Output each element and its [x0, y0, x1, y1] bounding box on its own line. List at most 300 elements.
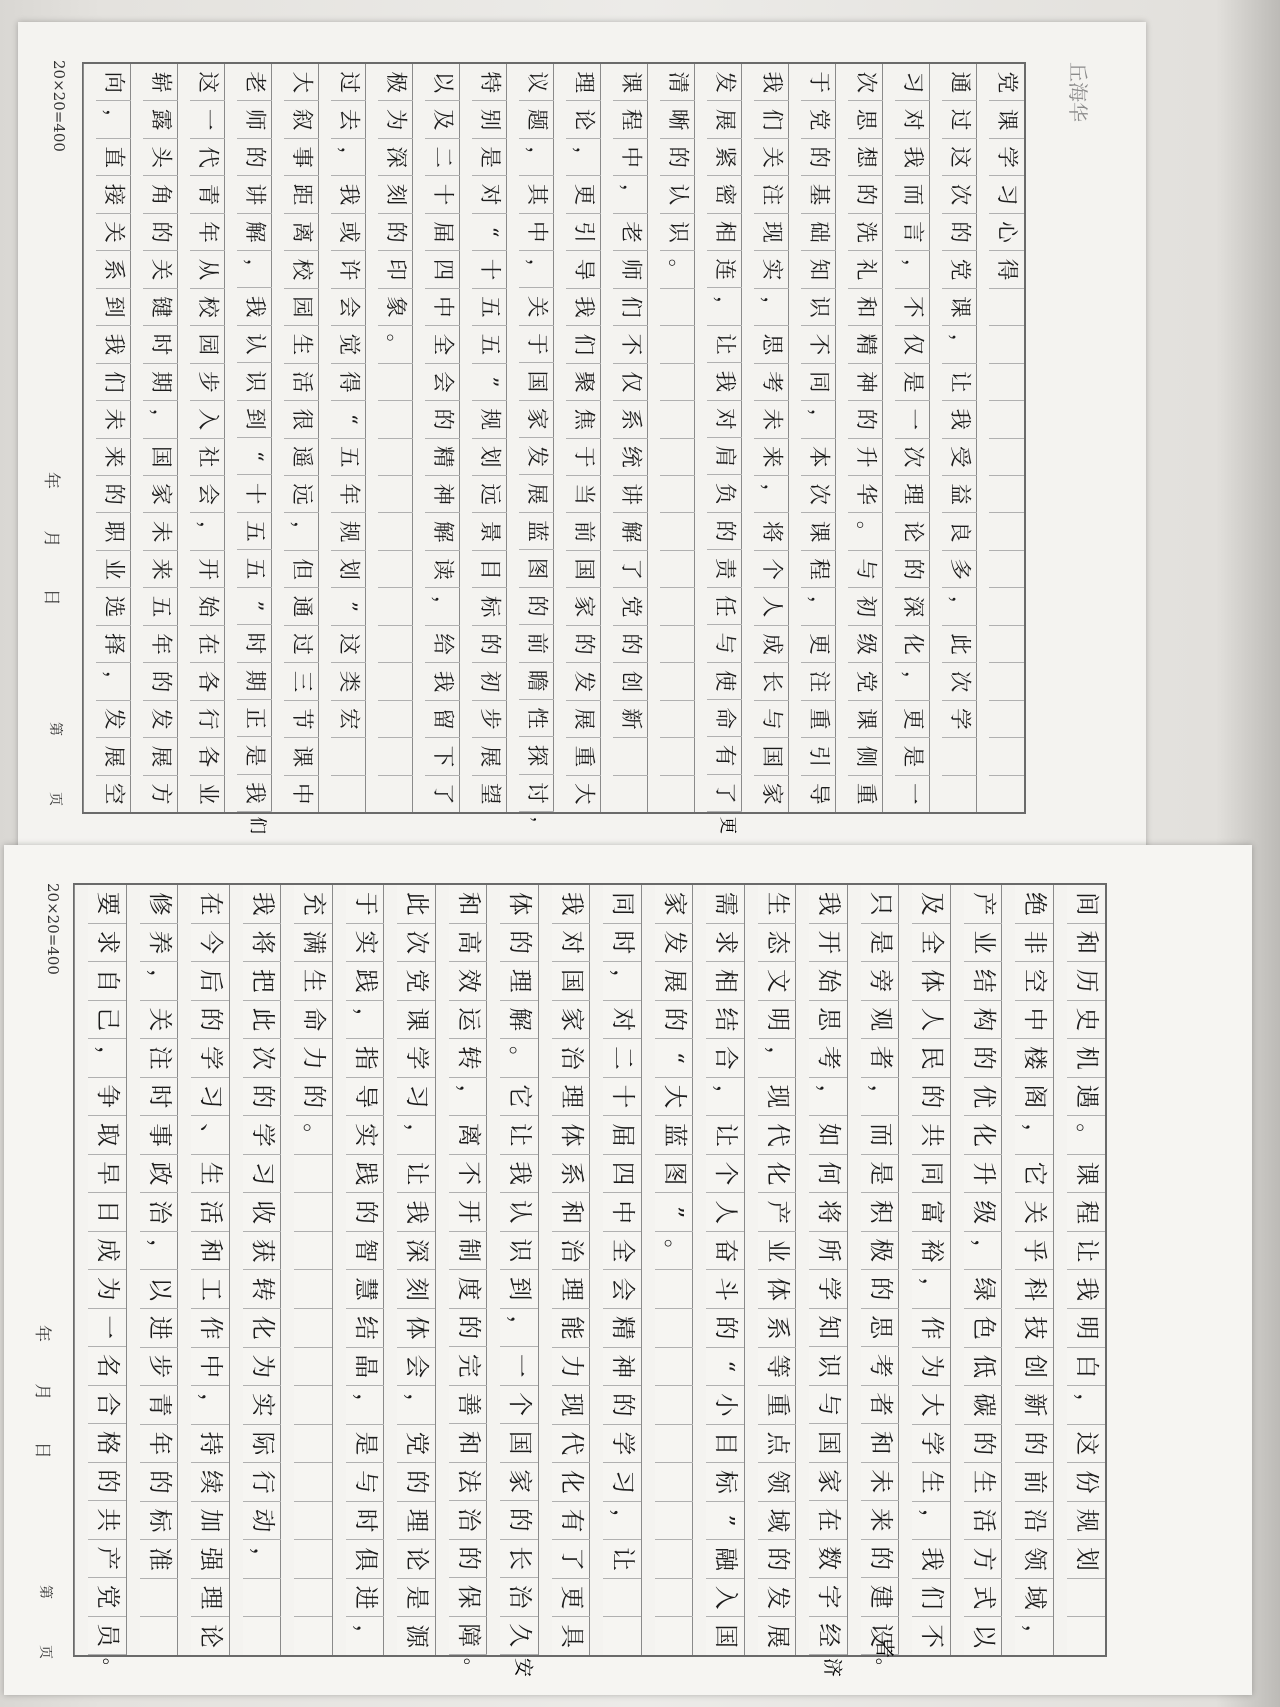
grid-cell: 时	[237, 625, 272, 662]
grid-cell: 过	[942, 101, 977, 138]
grid-cell: 家	[143, 476, 178, 513]
grid-cell: 使	[707, 663, 742, 700]
grid-cell: 级	[848, 626, 883, 663]
grid-cell: 规	[331, 513, 366, 550]
grid-cell	[989, 326, 1024, 363]
grid-cell: 认	[660, 176, 695, 213]
grid-cell: 开	[449, 1193, 487, 1232]
grid-cell: 露	[143, 101, 178, 138]
grid-cell: 各	[190, 663, 225, 700]
grid-cell: 。	[1067, 1116, 1105, 1155]
grid-cell	[140, 1617, 178, 1655]
grid-cell: 国	[143, 439, 178, 476]
grid-cell: 学	[912, 1425, 950, 1464]
grid-cell: 的	[801, 139, 836, 176]
grid-cell: 观	[861, 1001, 899, 1040]
grid-row	[377, 64, 413, 812]
grid-cell: 刻	[378, 176, 413, 213]
grid-cell: 图	[655, 1155, 693, 1194]
grid-cell: 体	[397, 1309, 435, 1348]
grid-cell: 旁	[861, 962, 899, 1001]
grid-cell: 思	[809, 1001, 847, 1040]
grid-cell: 明	[1067, 1309, 1105, 1348]
grid-cell: ，	[397, 1386, 435, 1425]
grid-cell: 的	[964, 1425, 1002, 1464]
grid-cell: 解	[500, 1001, 538, 1040]
grid-row	[911, 885, 950, 1655]
grid-cell: 注	[140, 1039, 178, 1078]
grid-cell: 的	[706, 1309, 744, 1348]
grid-cell: 的	[96, 476, 131, 513]
grid-cell: 中	[613, 139, 648, 176]
grid-cell: 升	[964, 1155, 1002, 1194]
grid-cell	[655, 1425, 693, 1464]
grid-cell: 是	[346, 1425, 384, 1464]
grid-cell: 初	[472, 663, 507, 700]
grid-cell: 下	[425, 738, 460, 775]
grid-cell: “	[331, 401, 366, 438]
margin-overflow-text: 。	[461, 1657, 483, 1677]
grid-cell: 任	[707, 588, 742, 625]
grid-cell: 关	[96, 214, 131, 251]
composition-sheet-2	[4, 845, 1252, 1695]
grid-cell: 心	[989, 214, 1024, 251]
grid-cell: 的	[942, 214, 977, 251]
grid-cell: 一	[500, 1347, 538, 1386]
grid-cell: 不	[918, 1624, 947, 1648]
grid-cell: 的	[758, 1540, 796, 1579]
grid-cell: 我	[1067, 1270, 1105, 1309]
row-spacer	[538, 885, 552, 1655]
grid-cell: 争	[88, 1078, 126, 1117]
row-spacer	[435, 885, 449, 1655]
grid-cell: 习	[191, 1078, 229, 1117]
grid-row	[396, 885, 435, 1655]
grid-cell: 深	[378, 139, 413, 176]
grid-cell: 习	[989, 176, 1024, 213]
grid-cell: 生	[758, 885, 796, 924]
grid-cell: 治	[552, 1039, 590, 1078]
grid-cell: 得	[331, 364, 366, 401]
grid-cell: 年	[190, 214, 225, 251]
grid-cell: 我	[237, 775, 272, 812]
grid-cell: 低	[964, 1348, 1002, 1387]
grid-row	[330, 64, 366, 812]
grid-cell: 际	[243, 1425, 281, 1464]
grid-cell: 连	[707, 251, 742, 288]
grid-cell: 党	[88, 1578, 126, 1617]
grid-cell: 标	[472, 588, 507, 625]
grid-cell	[378, 476, 413, 513]
grid-cell	[655, 1617, 693, 1655]
grid-cell: 标	[140, 1502, 178, 1541]
grid-cell: 度	[449, 1270, 487, 1309]
grid-cell: 成	[754, 626, 789, 663]
grid-cell: 系	[552, 1155, 590, 1194]
grid-cell: 在	[190, 626, 225, 663]
grid-cell: 创	[613, 663, 648, 700]
grid-cell: 对	[707, 401, 742, 438]
grid-cell: 会	[190, 476, 225, 513]
grid-row	[753, 64, 789, 812]
row-spacer	[744, 885, 758, 1655]
grid-cell: 老	[237, 64, 272, 101]
grid-cell: ，	[809, 1078, 847, 1117]
grid-cell: 的	[449, 1309, 487, 1348]
grid-cell: 头	[143, 139, 178, 176]
grid-cell: 很	[284, 401, 319, 438]
grid-cell: 和	[449, 1424, 487, 1463]
grid-cell: 始	[809, 962, 847, 1001]
grid-cell: 体	[758, 1270, 796, 1309]
row-spacer	[847, 885, 861, 1655]
grid-cell: 本	[801, 439, 836, 476]
grid-cell: 俱	[346, 1540, 384, 1579]
grid-cell: 领	[1015, 1540, 1053, 1579]
grid-cell: 时	[140, 1078, 178, 1117]
grid-cell: 开	[809, 924, 847, 963]
page-suffix: 页	[37, 1645, 53, 1659]
grid-cell: 们	[613, 289, 648, 326]
grid-cell: 关	[1015, 1193, 1053, 1232]
row-spacer	[332, 885, 346, 1655]
row-spacer	[950, 885, 964, 1655]
grid-row	[499, 885, 538, 1677]
grid-cell: 我	[243, 885, 281, 924]
grid-cell: 运	[449, 1001, 487, 1040]
grid-cell: 完	[449, 1347, 487, 1386]
grid-cell: 的	[603, 1386, 641, 1425]
grid-cell: 标	[706, 1463, 744, 1502]
grid-cell: 年	[143, 626, 178, 663]
grid-cell: 更	[895, 701, 930, 738]
row-spacer	[126, 885, 140, 1655]
grid-cell: 华	[848, 476, 883, 513]
grid-cell: 个	[706, 1155, 744, 1194]
grid-cell: 中	[519, 214, 554, 251]
grid-cell: 精	[603, 1309, 641, 1348]
grid-row	[612, 64, 648, 812]
grid-cell: 的	[861, 1270, 899, 1309]
grid-cell	[660, 513, 695, 550]
grid-cell: 不	[613, 326, 648, 363]
grid-cell: 实	[346, 1116, 384, 1155]
grid-cell: 们	[96, 364, 131, 401]
grid-cell	[331, 776, 366, 812]
grid-cell	[660, 588, 695, 625]
grid-cell: 充	[294, 885, 332, 924]
grid-cell: 二	[425, 139, 460, 176]
row-spacer	[692, 885, 706, 1655]
grid-cell	[942, 738, 977, 775]
grid-cell: 于	[346, 885, 384, 924]
grid-cell: 业	[195, 783, 221, 805]
grid-cell: 业	[96, 551, 131, 588]
grid-row	[283, 64, 319, 812]
row-spacer	[130, 64, 143, 812]
grid-cell: ，	[331, 139, 366, 176]
grid-cell: 不	[895, 289, 930, 326]
grid-cell: 发	[96, 701, 131, 738]
grid-cell: 我	[425, 663, 460, 700]
grid-cell: 域	[1015, 1579, 1053, 1618]
grid-cell: 的	[191, 1001, 229, 1040]
grid-cell: 活	[964, 1502, 1002, 1541]
grid-cell: 解	[237, 214, 272, 251]
grid-cell: 力	[294, 1039, 332, 1078]
grid-cell: 会	[397, 1348, 435, 1387]
grid-cell: 一	[190, 101, 225, 138]
grid-cell: 获	[243, 1232, 281, 1271]
grid-spec-label: 20×20=400	[44, 883, 62, 975]
grid-cell: 大	[912, 1386, 950, 1425]
grid-cell: 注	[801, 663, 836, 700]
grid-cell: 选	[96, 588, 131, 625]
grid-cell: 将	[809, 1193, 847, 1232]
grid-cell: 而	[895, 176, 930, 213]
grid-cell: 届	[603, 1116, 641, 1155]
grid-cell	[655, 1579, 693, 1618]
grid-cell: 家	[500, 1463, 538, 1502]
grid-cell	[613, 738, 648, 775]
grid-cell: 和	[552, 1193, 590, 1232]
grid-cell: 十	[603, 1078, 641, 1117]
grid-cell: 过	[284, 626, 319, 663]
grid-cell	[660, 401, 695, 438]
grid-cell: 十	[425, 176, 460, 213]
grid-cell: 园	[284, 289, 319, 326]
row-spacer	[280, 885, 294, 1655]
row-spacer	[647, 64, 660, 812]
grid-cell: 是	[895, 738, 930, 775]
grid-cell: 有	[707, 737, 742, 774]
grid-cell: 乎	[1015, 1232, 1053, 1271]
grid-row	[424, 64, 460, 812]
grid-cell: 展	[143, 738, 178, 775]
grid-cell: 全	[603, 1232, 641, 1271]
grid-cell: 绝	[1015, 885, 1053, 924]
grid-cell: 直	[96, 139, 131, 176]
grid-cell: ，	[754, 289, 789, 326]
grid-cell: 十	[237, 475, 272, 512]
grid-cell: 以	[140, 1270, 178, 1309]
grid-cell: 向	[96, 64, 131, 101]
grid-cell: ，	[346, 1386, 384, 1425]
grid-cell: 要	[88, 885, 126, 924]
margin-overflow-text: ，	[529, 816, 549, 834]
grid-cell: 家	[566, 588, 601, 625]
grid-cell	[294, 1270, 332, 1309]
grid-row	[894, 64, 930, 812]
grid-row	[189, 64, 225, 812]
grid-cell: 机	[1067, 1039, 1105, 1078]
grid-cell: 课	[801, 513, 836, 550]
grid-cell: 觉	[331, 326, 366, 363]
grid-cell: 空	[1015, 962, 1053, 1001]
grid-cell: 治	[500, 1578, 538, 1617]
grid-cell	[1067, 1579, 1105, 1618]
grid-cell: 现	[758, 1078, 796, 1117]
grid-cell: 了	[430, 783, 456, 805]
grid-cell: 关	[754, 139, 789, 176]
grid-cell: 制	[449, 1232, 487, 1271]
grid-spec-label: 20×20=400	[50, 60, 68, 152]
grid-cell: 与	[754, 701, 789, 738]
grid-cell	[989, 626, 1024, 663]
grid-cell: 相	[706, 962, 744, 1001]
grid-cell: 关	[140, 1001, 178, 1040]
margin-overflow-text: 。	[100, 1657, 123, 1677]
grid-cell	[294, 1232, 332, 1271]
grid-cell: 在	[191, 885, 229, 924]
grid-cell: 的	[294, 1078, 332, 1117]
grid-cell: 深	[397, 1232, 435, 1271]
grid-cell	[140, 1579, 178, 1618]
grid-cell: 只	[861, 885, 899, 924]
grid-cell: 解	[425, 513, 460, 550]
grid-cell: 前	[1015, 1463, 1053, 1502]
grid-cell: 善	[449, 1386, 487, 1425]
grid-cell: 是	[397, 1579, 435, 1618]
grid-cell: ”	[237, 588, 272, 625]
grid-cell: 发	[143, 701, 178, 738]
grid-cell: 态	[758, 924, 796, 963]
grid-cell: 结	[964, 962, 1002, 1001]
grid-cell: 的	[425, 401, 460, 438]
grid-cell: ”	[655, 1193, 693, 1232]
grid-cell: 效	[449, 962, 487, 1001]
grid-cell: 领	[758, 1463, 796, 1502]
writing-grid	[73, 883, 1107, 1677]
grid-cell: 印	[378, 251, 413, 288]
grid-cell: 家	[655, 885, 693, 924]
grid-cell: 的	[964, 1039, 1002, 1078]
grid-cell: ，	[1067, 1386, 1105, 1425]
grid-cell: 象	[378, 289, 413, 326]
grid-cell: 保	[449, 1578, 487, 1617]
grid-cell: 明	[758, 1001, 796, 1040]
grid-cell: 的	[243, 1078, 281, 1117]
grid-cell: ，	[861, 1078, 899, 1117]
grid-cell: 长	[754, 663, 789, 700]
grid-cell: 了	[552, 1540, 590, 1579]
grid-cell: 体	[552, 1116, 590, 1155]
grid-cell: 五	[331, 439, 366, 476]
grid-cell: 理	[191, 1579, 229, 1618]
grid-cell: 言	[895, 214, 930, 251]
grid-cell	[378, 401, 413, 438]
grid-cell: ”	[706, 1502, 744, 1541]
grid-cell	[655, 1502, 693, 1541]
grid-cell: 年	[331, 476, 366, 513]
grid-cell: 重	[758, 1386, 796, 1425]
grid-cell: 神	[603, 1348, 641, 1387]
grid-cell: 到	[500, 1270, 538, 1309]
grid-cell: 前	[519, 625, 554, 662]
grid-cell: 准	[140, 1540, 178, 1579]
grid-cell: 别	[472, 101, 507, 138]
grid-cell: 历	[1067, 962, 1105, 1001]
grid-cell: 求	[706, 924, 744, 963]
grid-cell: 具	[557, 1624, 586, 1648]
grid-cell: 的	[140, 1463, 178, 1502]
grid-cell: 发	[707, 64, 742, 101]
grid-cell	[989, 701, 1024, 738]
grid-cell: 初	[848, 588, 883, 625]
grid-cell: 空	[101, 783, 127, 805]
grid-cell: 大	[655, 1078, 693, 1117]
grid-cell: 命	[294, 1001, 332, 1040]
grid-cell: 职	[96, 513, 131, 550]
grid-cell: 人	[706, 1193, 744, 1232]
grid-cell: 党	[989, 64, 1024, 101]
grid-cell: 构	[964, 1001, 1002, 1040]
grid-cell: 了	[707, 775, 742, 812]
grid-cell	[294, 1463, 332, 1502]
grid-cell: 良	[942, 513, 977, 550]
grid-row	[142, 64, 178, 812]
grid-cell: 新	[1015, 1386, 1053, 1425]
grid-cell: 。	[294, 1116, 332, 1155]
grid-cell	[294, 1309, 332, 1348]
grid-cell: 不	[449, 1155, 487, 1194]
grid-cell: 的	[143, 214, 178, 251]
grid-cell: 论	[895, 513, 930, 550]
grid-cell: 一	[900, 783, 926, 805]
grid-cell: 求	[88, 924, 126, 963]
row-spacer	[694, 64, 707, 812]
grid-cell: 到	[96, 289, 131, 326]
grid-cell: 进	[140, 1309, 178, 1348]
grid-cell: ，	[190, 513, 225, 550]
grid-cell: 理	[500, 962, 538, 1001]
grid-cell: 员	[88, 1617, 126, 1656]
grid-cell: 于	[566, 439, 601, 476]
grid-cell: 重	[566, 738, 601, 775]
grid-cell: ，	[88, 1039, 126, 1078]
grid-cell: ，	[519, 251, 554, 288]
grid-cell: 需	[706, 885, 744, 924]
grid-cell: 五	[237, 550, 272, 587]
grid-cell: 让	[397, 1155, 435, 1194]
grid-cell: 国	[754, 738, 789, 775]
grid-cell	[294, 1425, 332, 1464]
pencil-annotation: 丘海华	[1066, 62, 1090, 122]
grid-cell: 结	[706, 1001, 744, 1040]
grid-cell: 动	[243, 1502, 281, 1541]
grid-cell: 极	[378, 64, 413, 101]
grid-cell: 益	[942, 476, 977, 513]
grid-cell	[660, 326, 695, 363]
grid-cell: 引	[801, 738, 836, 775]
grid-cell: ，	[912, 1270, 950, 1309]
row-spacer	[741, 64, 754, 812]
grid-cell: 入	[706, 1579, 744, 1618]
grid-cell: 礼	[848, 251, 883, 288]
grid-cell: 于	[519, 326, 554, 363]
grid-cell: 时	[143, 326, 178, 363]
grid-cell: 方	[964, 1540, 1002, 1579]
grid-cell: 理	[552, 1270, 590, 1309]
grid-cell	[378, 738, 413, 775]
grid-cell: 开	[190, 551, 225, 588]
grid-cell: 合	[88, 1386, 126, 1425]
writing-grid	[82, 62, 1026, 834]
grid-cell: 共	[88, 1501, 126, 1540]
grid-cell: 深	[895, 588, 930, 625]
grid-cell: 展	[707, 101, 742, 138]
grid-cell: 我	[552, 885, 590, 924]
